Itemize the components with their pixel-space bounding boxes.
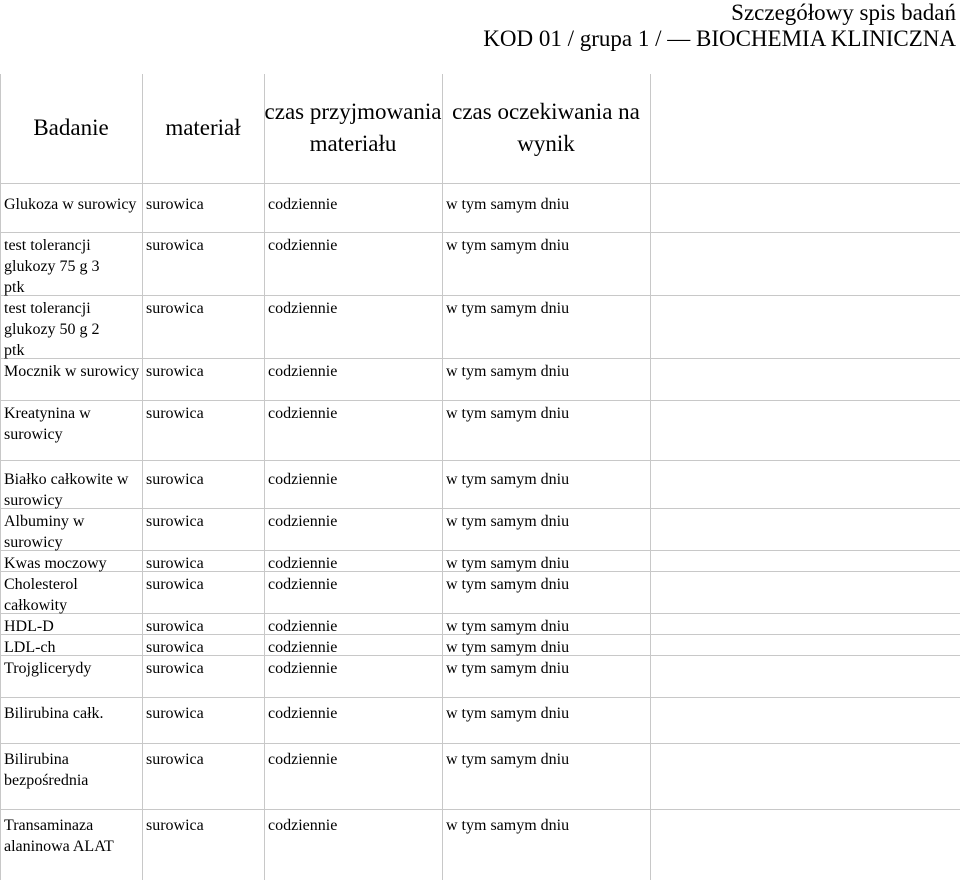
material-cell: surowica bbox=[146, 576, 204, 593]
wait-cell: w tym samym dniu bbox=[446, 618, 570, 635]
wait-cell: w tym samym dniu bbox=[446, 513, 570, 530]
intake-cell: codziennie bbox=[268, 363, 338, 380]
material-cell: surowica bbox=[146, 817, 204, 834]
test-name: Białko całkowite w surowicy bbox=[4, 471, 129, 509]
wait-cell: w tym samym dniu bbox=[446, 705, 570, 722]
wait-cell: w tym samym dniu bbox=[446, 471, 570, 488]
material-cell: surowica bbox=[146, 471, 204, 488]
wait-cell: w tym samym dniu bbox=[446, 639, 570, 656]
row-divider bbox=[0, 743, 960, 744]
wait-cell: w tym samym dniu bbox=[446, 237, 570, 254]
wait-cell: w tym samym dniu bbox=[446, 660, 570, 677]
title-line-2: KOD 01 / grupa 1 / — BIOCHEMIA KLINICZNA bbox=[483, 26, 956, 51]
intake-cell: codziennie bbox=[268, 471, 338, 488]
material-cell: surowica bbox=[146, 196, 204, 213]
test-name: Kwas moczowy bbox=[4, 555, 107, 572]
material-cell: surowica bbox=[146, 751, 204, 768]
test-name: Mocznik w surowicy bbox=[4, 363, 140, 380]
row-divider bbox=[0, 508, 960, 509]
row-divider bbox=[0, 358, 960, 359]
row-divider bbox=[0, 460, 960, 461]
material-cell: surowica bbox=[146, 405, 204, 422]
row-divider bbox=[0, 232, 960, 233]
wait-cell: w tym samym dniu bbox=[446, 817, 570, 834]
intake-cell: codziennie bbox=[268, 196, 338, 213]
row-divider bbox=[0, 183, 960, 184]
intake-cell: codziennie bbox=[268, 751, 338, 768]
wait-cell: w tym samym dniu bbox=[446, 555, 570, 572]
grid-line bbox=[142, 74, 143, 880]
test-name: Trojglicerydy bbox=[4, 660, 92, 677]
material-cell: surowica bbox=[146, 705, 204, 722]
intake-cell: codziennie bbox=[268, 405, 338, 422]
material-cell: surowica bbox=[146, 363, 204, 380]
wait-cell: w tym samym dniu bbox=[446, 405, 570, 422]
test-name: test tolerancji glukozy 75 g 3 ptk bbox=[4, 237, 100, 296]
test-name: Cholesterol całkowity bbox=[4, 576, 78, 614]
test-name: Bilirubina bezpośrednia bbox=[4, 751, 89, 789]
wait-cell: w tym samym dniu bbox=[446, 363, 570, 380]
row-divider bbox=[0, 400, 960, 401]
grid-line bbox=[0, 74, 1, 880]
test-name: test tolerancji glukozy 50 g 2 ptk bbox=[4, 300, 100, 359]
wait-cell: w tym samym dniu bbox=[446, 751, 570, 768]
grid-line bbox=[650, 74, 651, 880]
material-cell: surowica bbox=[146, 300, 204, 317]
material-cell: surowica bbox=[146, 660, 204, 677]
intake-cell: codziennie bbox=[268, 576, 338, 593]
intake-cell: codziennie bbox=[268, 513, 338, 530]
grid-line bbox=[442, 74, 443, 880]
intake-cell: codziennie bbox=[268, 555, 338, 572]
intake-cell: codziennie bbox=[268, 618, 338, 635]
row-divider bbox=[0, 613, 960, 614]
header-czas-przyjmowania: czas przyjmowania materiału bbox=[264, 99, 442, 156]
row-divider bbox=[0, 809, 960, 810]
test-name: LDL-ch bbox=[4, 639, 56, 656]
header-czas-oczekiwania: czas oczekiwania na wynik bbox=[452, 99, 640, 156]
document-title bbox=[483, 0, 956, 52]
test-name: Kreatynina w surowicy bbox=[4, 405, 91, 443]
intake-cell: codziennie bbox=[268, 817, 338, 834]
material-cell: surowica bbox=[146, 639, 204, 656]
material-cell: surowica bbox=[146, 618, 204, 635]
material-cell: surowica bbox=[146, 555, 204, 572]
grid-line bbox=[264, 74, 265, 880]
intake-cell: codziennie bbox=[268, 237, 338, 254]
intake-cell: codziennie bbox=[268, 660, 338, 677]
header-material: materiał bbox=[165, 115, 241, 140]
row-divider bbox=[0, 550, 960, 551]
material-cell: surowica bbox=[146, 237, 204, 254]
wait-cell: w tym samym dniu bbox=[446, 196, 570, 213]
test-name: Albuminy w surowicy bbox=[4, 513, 85, 551]
test-name: Bilirubina całk. bbox=[4, 705, 104, 722]
title-line-1: Szczegółowy spis badań bbox=[731, 0, 956, 25]
intake-cell: codziennie bbox=[268, 705, 338, 722]
material-cell: surowica bbox=[146, 513, 204, 530]
test-name: Glukoza w surowicy bbox=[4, 196, 137, 213]
wait-cell: w tym samym dniu bbox=[446, 300, 570, 317]
wait-cell: w tym samym dniu bbox=[446, 576, 570, 593]
row-divider bbox=[0, 697, 960, 698]
intake-cell: codziennie bbox=[268, 639, 338, 656]
test-name: HDL-D bbox=[4, 618, 54, 635]
test-name: Transaminaza alaninowa ALAT bbox=[4, 817, 114, 855]
row-divider bbox=[0, 295, 960, 296]
intake-cell: codziennie bbox=[268, 300, 338, 317]
header-badanie: Badanie bbox=[33, 115, 109, 140]
